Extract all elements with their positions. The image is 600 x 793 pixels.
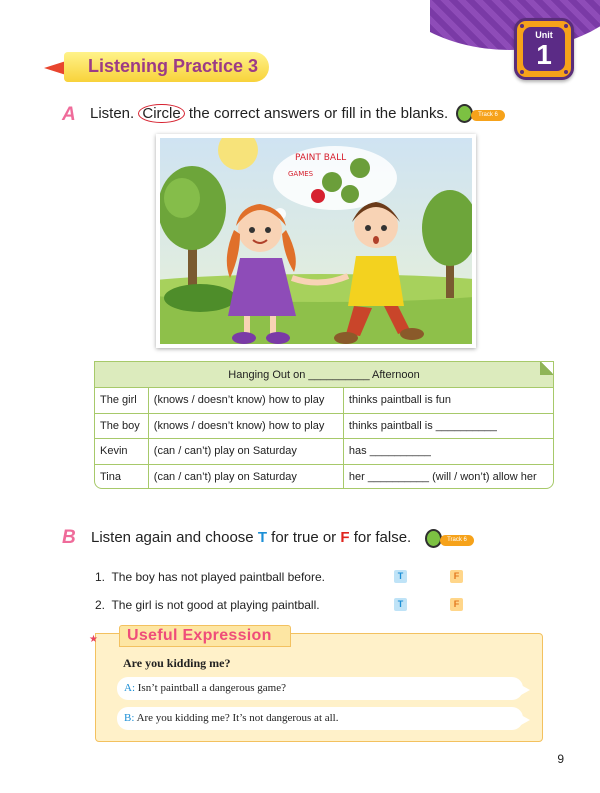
section-b-letter: B [62,527,76,548]
section-a-instruction: Listen. Circle the correct answers or fill in the blanks. [90,105,449,122]
table-row [95,465,553,490]
row-choice[interactable]: (knows / doesn’t know) how to play [149,414,344,439]
listening-table [94,361,554,489]
thought-text-2: GAMES [288,170,314,178]
row-choice[interactable]: (can / can’t) play on Saturday [149,439,344,464]
false-option[interactable]: F [450,598,463,611]
track-6-icon[interactable] [456,108,506,122]
row-detail[interactable]: her __________ (will / won’t) allow her [348,470,537,483]
unit-label: Unit [535,30,553,40]
true-option[interactable]: T [394,570,407,583]
row-who: The girl [95,388,149,413]
title-banner [44,52,269,82]
table-row [95,388,553,414]
unit-number: 1 [536,39,552,70]
unit-badge [514,18,574,80]
table-row [95,439,553,465]
thought-text-1: PAINT BALL [295,153,347,163]
false-option[interactable]: F [450,570,463,583]
row-detail[interactable]: has __________ [348,445,431,457]
useful-expression-title: Useful Expression [127,627,272,644]
table-row [95,414,553,440]
track-6-icon[interactable] [425,533,475,547]
expression-phrase: Are you kidding me? [123,656,231,670]
table-title: Hanging Out on __________ Afternoon [95,362,553,388]
pencil-icon [44,61,66,75]
page-title: Listening Practice 3 [88,56,259,76]
row-who: Tina [95,465,149,490]
row-who: Kevin [95,439,149,464]
star-icon: ★ [89,634,98,645]
track-label: Track 6 [471,110,505,121]
row-choice[interactable]: (knows / doesn’t know) how to play [149,388,344,413]
section-b-instruction: Listen again and choose T for true or F for false. [91,529,412,546]
paintball-illustration [156,134,476,348]
list-item: 1. The boy has not played paintball before. [95,570,325,584]
dialog-bubble-b: B: Are you kidding me? It’s not dangerous at all. [117,707,523,730]
dialog-bubble-a: A: Isn’t paintball a dangerous game? [117,677,523,700]
track-label: Track 6 [440,535,474,546]
row-detail[interactable]: thinks paintball is __________ [348,419,497,432]
row-choice[interactable]: (can / can’t) play on Saturday [149,465,344,490]
row-who: The boy [95,414,149,439]
true-option[interactable]: T [394,598,407,611]
row-detail: thinks paintball is fun [348,394,452,406]
section-a-letter: A [62,104,76,125]
circle-word: Circle [138,104,184,123]
list-item: 2. The girl is not good at playing paintball. [95,598,320,612]
page-number: 9 [557,752,564,766]
